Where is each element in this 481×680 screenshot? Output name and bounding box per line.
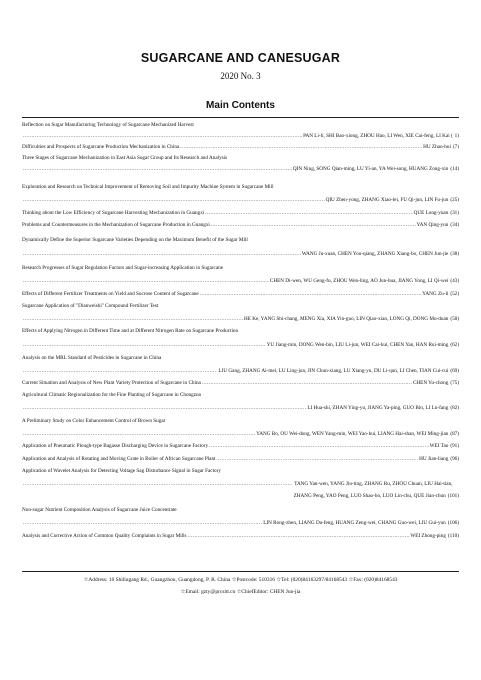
toc-entry-title: Non-sugar Nutrient Composition Analysis of Sugarcane Juice Concentrate bbox=[22, 507, 177, 513]
toc-entry-page: ( 58 ) bbox=[450, 314, 459, 325]
toc-entry-title: Current Situation and Analysis of New Plant Variety Protection of Sugarcane in China bbox=[22, 380, 201, 386]
toc-entry-title: Analysis and Corrective Action of Common Quality Complaints in Sugar Mills bbox=[22, 533, 187, 539]
toc-entry-title: Dynamically Define the Superior Sugarcane Varieties Depending on the Maximum Benefit of the Sugar Mill bbox=[22, 237, 248, 243]
toc-entry[interactable] bbox=[22, 403, 459, 414]
toc-entry-page: ( 31 ) bbox=[450, 208, 459, 219]
toc-entry-authors: QUE Long-yuan bbox=[413, 210, 449, 216]
toc-entry-page: ( 110 ) bbox=[448, 531, 459, 542]
toc-entry[interactable] bbox=[22, 429, 459, 440]
toc-entry-page: ( 52 ) bbox=[450, 289, 459, 300]
leader-dots bbox=[211, 220, 416, 231]
contents-heading: Main Contents bbox=[206, 100, 275, 111]
leader-dots bbox=[23, 249, 301, 260]
leader-dots bbox=[180, 142, 422, 153]
toc-entry-page: ( 75 ) bbox=[450, 378, 459, 389]
toc-entry-authors: HU Jian-liang bbox=[419, 456, 449, 462]
toc-entry[interactable] bbox=[22, 378, 459, 389]
toc-entry-title: Problems and Countermeasures in the Mechanization of Sugarcane Production in Guangxi bbox=[22, 222, 210, 228]
toc-entry-title: Thinking about the Low Efficiency of Sugarcane Harvesting Mechanization in Guangxi bbox=[22, 210, 205, 216]
leader-dots bbox=[23, 340, 266, 351]
toc-entry[interactable] bbox=[22, 340, 459, 351]
toc-entry-page: ( 101 ) bbox=[448, 491, 459, 502]
leader-dots bbox=[23, 131, 302, 142]
toc-entry[interactable] bbox=[22, 142, 459, 153]
toc-entry-title: A Preliminary Study on Color Enhancement Control of Brown Sugar bbox=[22, 418, 166, 424]
toc-entry-authors: QIU Zhen-yong, ZHANG Xiao-lei, FU Qi-jun, LIN Fu-jun bbox=[325, 197, 449, 203]
toc-entry-title: Effects of Applying Nitrogen in Different Time and at Different Nitrogen Rate on Sugarcane Production bbox=[22, 328, 239, 334]
toc-entry-page: 1 bbox=[454, 133, 458, 139]
toc-entry-title: Application and Analysis of Rotating and Moving Grate in Boiler of African Sugarcane Plant bbox=[22, 456, 216, 462]
toc-entry-page: ( 82 ) bbox=[450, 403, 459, 414]
leader-dots bbox=[23, 518, 262, 529]
toc-entry[interactable] bbox=[22, 164, 459, 175]
toc-entry-title: Analysis on the MRL Standard of Pesticides in Sugarcane in China bbox=[22, 355, 162, 361]
toc-entry-page: ( 38 ) bbox=[450, 249, 459, 260]
journal-title: SUGARCANE AND CANESUGAR bbox=[140, 51, 341, 65]
toc-entry-authors: WEI Tao bbox=[429, 443, 449, 449]
toc-entry-authors: YANG Zu-li bbox=[422, 291, 449, 297]
leader-dots bbox=[23, 164, 292, 175]
leader-dots bbox=[23, 429, 255, 440]
toc-entry-authors: YAN Qing-yun bbox=[416, 222, 449, 228]
toc-entry-authors: LIU Gang, ZHANG Ai-mei, LU Ling-jun, JIN Chun-xiang, LU Xiang-yu, DU Li-qun, LI Chen, TIAN Cui-cui bbox=[218, 368, 449, 374]
leader-dots bbox=[202, 378, 412, 389]
toc-entry-title: Reflection on Sugar Manufacturing Technology of Sugarcane Mechanized Harvest bbox=[22, 122, 194, 128]
page-close-paren: ) bbox=[457, 133, 459, 139]
leader-dots bbox=[23, 276, 269, 287]
toc-entry-page: ( 62 ) bbox=[450, 340, 459, 351]
toc-entry-authors: HU Zhao-hui bbox=[423, 144, 451, 150]
toc-entry[interactable] bbox=[22, 208, 459, 219]
toc-entry[interactable] bbox=[22, 518, 459, 529]
leader-dots bbox=[23, 195, 325, 206]
toc-entry[interactable] bbox=[22, 195, 459, 206]
leader-dots bbox=[23, 314, 243, 325]
toc-entry-title: Difficulties and Prospects of Sugarcane Production Mechanization in China bbox=[22, 144, 180, 150]
toc-entry-title: Research Progresses of Sugar Regulation Factors and Sugar-increasing Application in Sugarcane bbox=[22, 265, 224, 271]
toc-entry[interactable] bbox=[22, 441, 459, 452]
toc-entry-title: Three Stages of Sugarcane Mechanization in East Asia Sugar Group and Its Research and Analysis bbox=[22, 155, 228, 161]
toc-entry-title: Exploration and Research on Technical Improvement of Removing Soil and Impurity Machine System in Sugarcane Mill bbox=[22, 184, 274, 190]
toc-entry-page: ( 7 ) bbox=[453, 142, 459, 153]
toc-entry-title: Agricultural Climatic Regionalization for the Fine Planting of Sugarcane in Chongzuo bbox=[22, 392, 202, 398]
toc-entry-authors: PAN Li-li, SHI Bao-xiong, ZHOU Hao, LI Wen, XIE Cai-feng, LI Kai ( bbox=[303, 133, 453, 139]
toc-entry-continued bbox=[22, 491, 459, 502]
leader-dots bbox=[205, 208, 412, 219]
toc-entry-page: ( 106 ) bbox=[448, 518, 459, 529]
leader-dots bbox=[209, 441, 428, 452]
toc-entry[interactable] bbox=[22, 249, 459, 260]
issue-number: 2020 No. 3 bbox=[220, 71, 261, 81]
toc-entry-authors: ZHANG Peng, YAO Peng, LUO Shao-bo, LUO Lin-chu, QUE Jian-chun bbox=[293, 493, 446, 499]
toc-entry-page: ( 87 ) bbox=[450, 429, 459, 440]
toc-entry[interactable] bbox=[22, 276, 459, 287]
top-divider bbox=[22, 117, 459, 118]
toc-entry-page: ( 43 ) bbox=[450, 276, 459, 287]
leader-dots bbox=[216, 454, 418, 465]
toc-entry-page: ( 34 ) bbox=[450, 220, 459, 231]
toc-entry-page: ( 69 ) bbox=[450, 366, 459, 377]
toc-entry-authors: CHEN Di-wen, WU Geng-fu, ZHOU Wen-ling, AO Jun-hua, JIANG Yong, LI Qi-wei bbox=[269, 278, 449, 284]
toc-entry[interactable] bbox=[22, 454, 459, 465]
toc-entry-authors: WANG Ju-xuan, CHEN You-qiang, ZHANG Xiang-bo, CHEN Jun-jie bbox=[301, 251, 449, 257]
footer-contact: ☆Address: 10 Shiliugang Rd., Guangzhou, Guangdong, P. R. China ☆Postcode: 510316 ☆Tel: (020)84163297/84168543 ☆Fax: (020)84168543 bbox=[83, 577, 398, 583]
leader-dots bbox=[23, 403, 306, 414]
toc-entry-authors: LIN Rong-zhen, LIANG Da-feng, HUANG Zeng-wei, CHANG Guo-wei, LIU Gui-yun bbox=[263, 520, 446, 526]
toc-entry-authors: LI Hua-shi, ZHAN Ying-yu, JIANG Ya-ping, GUO Bin, LI Lu-fang bbox=[307, 405, 449, 411]
toc-entry-authors: TANG Yan-wen, YANG Jin-ting, ZHANG Ru, ZHOU Chuan, LIU Hai-tian, bbox=[294, 481, 453, 487]
toc-entry-authors: YANG Bo, OU Wei-dong, WEN Yang-min, WEI Yao-hui, LIANG Hai-shan, WEI Ming-jian bbox=[256, 431, 449, 437]
bottom-divider bbox=[22, 571, 459, 572]
toc-entry-title: Effects of Different Fertilizer Treatments on Yield and Sucrose Content of Sugarcane bbox=[22, 291, 199, 297]
toc-entry[interactable] bbox=[22, 366, 459, 377]
leader-dots bbox=[188, 531, 410, 542]
toc-entry-title: Sugarcane Application of "Dianweishi" Compound Fertilizer Test bbox=[22, 303, 159, 309]
toc-entry[interactable] bbox=[22, 531, 459, 542]
toc-entry-authors: YU Jiang-min, DONG Wen-bin, LIU Li-jun, WEI Cai-hui, CHEN Yan, HAN Rui-ming bbox=[266, 342, 449, 348]
toc-entry-page: ( 91 ) bbox=[450, 441, 459, 452]
toc-entry[interactable] bbox=[22, 220, 459, 231]
footer-editor: ☆Email: gzty@prcsitt.cn ☆ChiefEditor: CHEN Jun-jia bbox=[180, 589, 301, 595]
toc-entry-page: ( 14 ) bbox=[450, 164, 459, 175]
toc-entry-page: ( 25 ) bbox=[450, 195, 459, 206]
leader-dots bbox=[23, 366, 217, 377]
toc-entry[interactable] bbox=[22, 314, 459, 325]
toc-entry-page: ( 96 ) bbox=[450, 454, 459, 465]
toc-entry-authors: CHEN Yu-chong bbox=[412, 380, 449, 386]
toc-entry[interactable] bbox=[22, 479, 459, 490]
toc-entry-authors: WEI Zhong-ping bbox=[410, 533, 446, 539]
toc-entry[interactable] bbox=[22, 131, 459, 142]
toc-entry-authors: QIN Ning, SONG Qian-ming, LU Yi-an, YA Wei-song, HUANG Zong-xin bbox=[292, 166, 449, 172]
toc-entry-authors: HE Ke, YANG Shi-chang, MENG Xia, XIA Yin-guo, LIN Qiao-xian, LONG Qi, DONG Mu-duan bbox=[244, 316, 449, 322]
toc-entry[interactable] bbox=[22, 289, 459, 300]
toc-entry-title: Application of Wavelet Analysis for Detecting Voltage Sag Disturbance Signal in Sugar Factory bbox=[22, 468, 221, 474]
leader-dots bbox=[200, 289, 422, 300]
toc-entry-title: Application of Pneumatic Plough-type Bagasse Discharging Device in Sugarcane Factory bbox=[22, 443, 209, 449]
leader-dots bbox=[23, 479, 293, 490]
